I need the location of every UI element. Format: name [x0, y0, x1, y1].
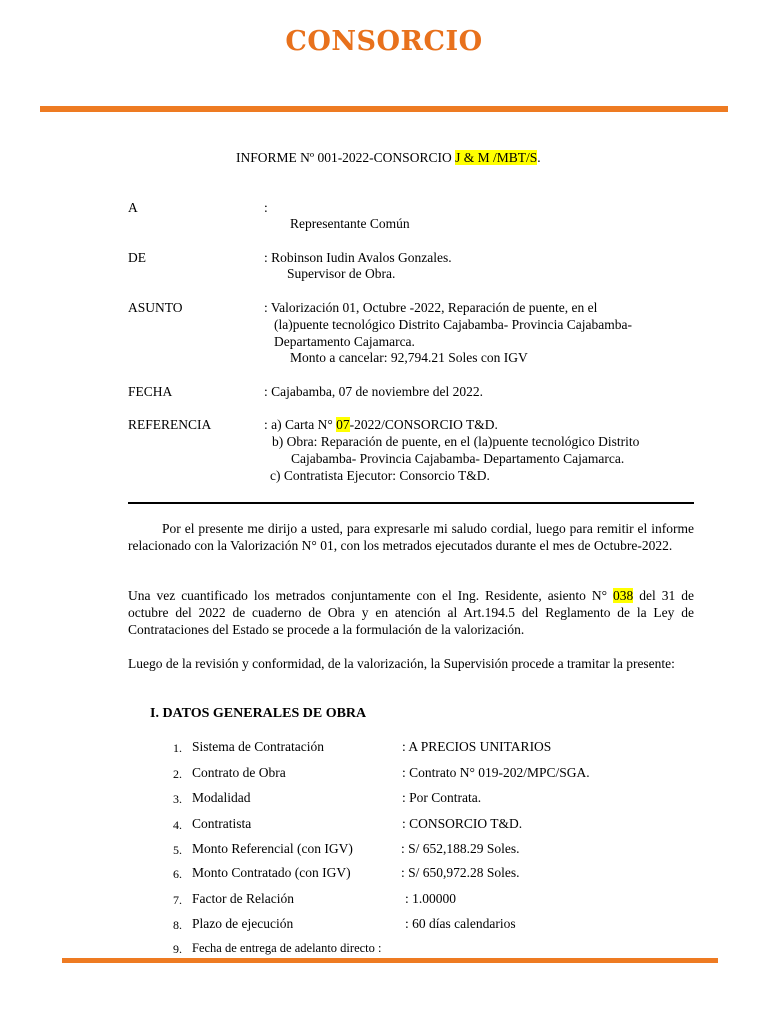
report-title-suffix: .	[537, 150, 541, 165]
memo-referencia-c: c) Contratista Ejecutor: Consorcio T&D.	[270, 468, 490, 483]
memo-de-line2: Supervisor de Obra.	[287, 266, 396, 281]
referencia-a-prefix: : a) Carta N°	[264, 417, 337, 432]
item-number: 2.	[173, 767, 182, 781]
memo-fecha-label: FECHA	[128, 384, 173, 399]
referencia-a-suffix: -2022/CONSORCIO T&D.	[349, 417, 498, 432]
item-number: 4.	[173, 818, 182, 832]
item-value: : 60 días calendarios	[405, 916, 516, 931]
item-number: 7.	[173, 893, 182, 907]
item-label: Monto Contratado (con IGV)	[192, 865, 351, 880]
item-value: : A PRECIOS UNITARIOS	[402, 739, 552, 754]
item-number: 5.	[173, 843, 182, 857]
memo-asunto-line4: Monto a cancelar: 92,794.21 Soles con IGV	[290, 350, 528, 365]
report-title	[236, 150, 541, 166]
item-number: 9.	[173, 942, 182, 956]
memo-asunto-line2: (la)puente tecnológico Distrito Cajabamba- Provincia Cajabamba-	[274, 317, 633, 332]
memo-a-label: A	[128, 200, 138, 215]
item-label: Factor de Relación	[192, 891, 294, 906]
memo-asunto-label: ASUNTO	[128, 300, 183, 315]
memo-asunto-line3: Departamento Cajamarca.	[274, 334, 415, 349]
item-value: : Contrato N° 019-202/MPC/SGA.	[402, 765, 590, 780]
section-title: I. DATOS GENERALES DE OBRA	[150, 706, 367, 721]
item-label: Plazo de ejecución	[192, 916, 294, 931]
body-paragraph-2-after: del 31 de octubre del 2022 de cuaderno de Obra y en atención al Art.194.5 del Reglamento de la Ley de Contrataciones del Estado se procede a la formulación de la valorización.	[128, 588, 694, 637]
body-paragraph-2-highlight: 038	[613, 588, 634, 603]
report-title-prefix: INFORME Nº 001-2022-CONSORCIO	[236, 150, 456, 165]
item-label: Contrato de Obra	[192, 765, 286, 780]
item-number: 3.	[173, 792, 182, 806]
memo-a-value: Representante Común	[290, 216, 410, 231]
item-value: : Por Contrata.	[402, 790, 482, 805]
item-label: Modalidad	[192, 790, 251, 805]
item-value: : S/ 650,972.28 Soles.	[401, 865, 520, 880]
item-value: : S/ 652,188.29 Soles.	[401, 841, 520, 856]
item-number: 6.	[173, 867, 182, 881]
referencia-a-highlight: 07	[336, 417, 350, 432]
item-value: : CONSORCIO T&D.	[402, 816, 523, 831]
memo-referencia-a	[264, 417, 498, 433]
company-header: CONSORCIO	[285, 26, 483, 57]
item-label: Fecha de entrega de adelanto directo :	[192, 941, 382, 955]
body-paragraph-2	[128, 587, 694, 638]
item-number: 1.	[173, 741, 182, 755]
body-paragraph-1: Por el presente me dirijo a usted, para expresarle mi saludo cordial, luego para remitir el informe relacionado con la Valorización N° 01, con los metrados ejecutados durante el mes de Octubre-2022.	[128, 521, 694, 553]
item-value: : 1.00000	[405, 891, 457, 906]
memo-referencia-b-line2: Cajabamba- Provincia Cajabamba- Departamento Cajamarca.	[291, 451, 625, 466]
memo-divider	[128, 502, 694, 504]
memo-asunto-line1: : Valorización 01, Octubre -2022, Reparación de puente, en el	[264, 300, 598, 315]
item-label: Sistema de Contratación	[192, 739, 324, 754]
footer-divider	[62, 958, 718, 963]
memo-de-label: DE	[128, 250, 146, 265]
item-label: Monto Referencial (con IGV)	[192, 841, 353, 856]
item-label: Contratista	[192, 816, 252, 831]
report-title-highlight: J & M /MBT/S	[455, 150, 538, 165]
memo-referencia-label: REFERENCIA	[128, 417, 212, 432]
body-paragraph-2-before: Una vez cuantificado los metrados conjuntamente con el Ing. Residente, asiento N°	[128, 588, 614, 603]
item-number: 8.	[173, 918, 182, 932]
memo-a-colon: :	[264, 200, 268, 215]
memo-referencia-b-line1: b) Obra: Reparación de puente, en el (la)puente tecnológico Distrito	[272, 434, 640, 449]
memo-de-line1: : Robinson Iudin Avalos Gonzales.	[264, 250, 452, 265]
memo-fecha-value: : Cajabamba, 07 de noviembre del 2022.	[264, 384, 483, 399]
body-paragraph-3: Luego de la revisión y conformidad, de la valorización, la Supervisión procede a tramitar la presente:	[128, 656, 675, 671]
header-divider	[40, 106, 728, 112]
